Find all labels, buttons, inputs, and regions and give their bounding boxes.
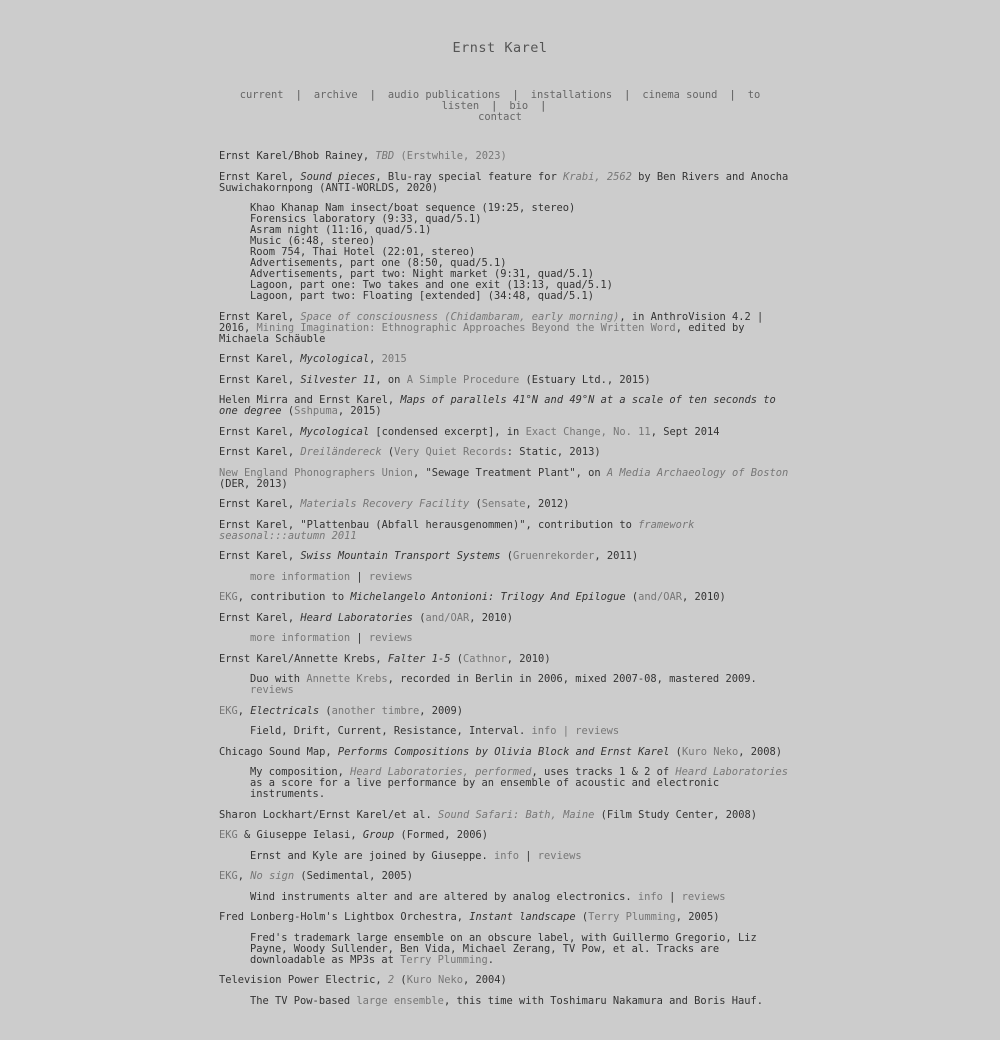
entry-text: Ernst Karel, <box>219 611 301 624</box>
entry-title: Falter 1-5 <box>387 652 451 665</box>
entry-text: (Film Study Center, 2008) <box>594 808 758 821</box>
entry-link[interactable]: and/OAR <box>425 611 470 624</box>
entry-text: The TV Pow-based <box>250 994 357 1007</box>
publication-entry <box>219 375 789 386</box>
entry-text: , on <box>375 373 407 386</box>
entry-details <box>250 996 789 1007</box>
reviews-link[interactable]: reviews <box>368 570 413 583</box>
entry-text: (Formed, 2006) <box>394 829 489 841</box>
entry-link[interactable]: Materials Recovery Facility <box>300 498 470 510</box>
entry-text: , 2004) <box>463 974 507 986</box>
more-information-link[interactable]: more information <box>250 570 351 583</box>
publication-entry <box>219 551 789 562</box>
entry-text: , 2010) <box>681 591 726 603</box>
entry-link[interactable]: Space of consciousness (Chidambaram, early morning) <box>300 310 620 323</box>
entry-text: ( <box>281 405 295 417</box>
publication-entry <box>219 468 789 490</box>
entry-text: Wind instruments alter and are altered by analog electronics. <box>250 890 638 903</box>
track-item: Khao Khanap Nam insect/boat sequence (19:25, stereo) <box>250 202 576 214</box>
publication-entry <box>219 747 789 758</box>
publication-entry <box>219 354 789 365</box>
entry-text: Sharon Lockhart/Ernst Karel/et al. <box>219 808 438 821</box>
entry-link[interactable]: 2 <box>387 974 395 986</box>
entry-link[interactable]: Heard Laboratories <box>675 766 789 778</box>
entry-text: ( <box>412 611 426 624</box>
entry-text: Ernst Karel, <box>219 373 301 386</box>
entry-details <box>250 674 789 696</box>
entry-text: , 2008) <box>738 745 783 758</box>
track-list <box>250 203 789 302</box>
entry-link[interactable]: 2015 <box>381 353 407 365</box>
entry-link[interactable]: No sign <box>250 870 295 882</box>
entry-text: Ernst Karel, <box>219 498 301 510</box>
publication-entry <box>219 706 789 717</box>
track-item: Asram night (11:16, quad/5.1) <box>250 224 432 236</box>
entry-text: , 2009) <box>419 704 464 717</box>
entry-details <box>250 572 789 583</box>
entry-text: Fred Lonberg-Holm's Lightbox Orchestra, <box>219 911 470 923</box>
reviews-link[interactable]: reviews <box>537 849 582 862</box>
entry-link[interactable]: EKG <box>219 591 238 603</box>
entry-link[interactable]: A Simple Procedure <box>406 373 520 386</box>
publication-entry <box>219 447 789 458</box>
entry-link[interactable]: Sound Safari: Bath, Maine <box>437 808 595 821</box>
info-link[interactable]: info <box>637 890 663 903</box>
track-item: Lagoon, part one: Two takes and one exit (13:13, quad/5.1) <box>250 279 613 291</box>
track-item: Advertisements, part one (8:50, quad/5.1) <box>250 257 507 269</box>
entry-title: Instant landscape <box>469 911 576 923</box>
track-item: Advertisements, part two: Night market (9:31, quad/5.1) <box>250 268 595 280</box>
entry-text: ( <box>625 591 639 603</box>
entry-link[interactable]: Cathnor <box>462 652 507 665</box>
entry-link[interactable]: Exact Change, No. 11 <box>525 425 651 438</box>
entry-text: My composition, <box>250 766 351 778</box>
nav-link-audio-publications[interactable]: audio publications <box>387 89 501 101</box>
info-reviews-link[interactable]: info | reviews <box>531 725 620 737</box>
entry-text: (DER, 2013) <box>219 477 288 490</box>
entry-link[interactable]: Annette Krebs <box>306 673 388 685</box>
publication-entry <box>219 912 789 923</box>
link-separator: | <box>662 890 682 903</box>
link-separator: | <box>350 570 369 583</box>
entry-title: Group <box>362 829 395 841</box>
entry-text: , "Sewage Treatment Plant", on <box>412 466 607 479</box>
info-link[interactable]: info <box>493 849 520 862</box>
entry-text: ( <box>469 498 482 510</box>
publication-entry <box>219 810 789 821</box>
entry-title: Silvester 11 <box>300 373 376 386</box>
entry-details <box>250 933 789 966</box>
entry-text: , 2012) <box>525 498 570 510</box>
nav-link-contact[interactable]: contact <box>478 111 522 123</box>
entry-text: , Sept 2014 <box>650 425 720 438</box>
publication-entry <box>219 871 789 882</box>
entry-link[interactable]: and/OAR <box>638 591 682 603</box>
entry-text: ( <box>669 745 682 758</box>
entry-link[interactable]: framework seasonal:::autumn 2011 <box>219 518 695 542</box>
entry-text: Television Power Electric, <box>219 974 388 986</box>
entry-link[interactable]: A Media Archaeology of Boston <box>606 466 789 479</box>
entry-title: Mycological <box>300 353 370 365</box>
entry-text: , edited by Michaela Schäuble <box>219 321 745 345</box>
entry-text: : Static, 2013) <box>506 446 601 458</box>
entry-text: Ernst Karel, <box>219 170 301 183</box>
entry-text: , <box>369 353 382 365</box>
entry-link[interactable]: Heard Laboratories, performed <box>350 766 532 778</box>
nav-link-cinema-sound[interactable]: cinema sound <box>642 89 718 101</box>
entry-title: Sound pieces <box>300 170 376 183</box>
entry-text: ( <box>575 911 589 923</box>
entry-text: ( <box>450 652 463 665</box>
entry-link[interactable]: another timbre <box>331 704 420 717</box>
link-separator: | <box>350 632 369 644</box>
nav-separator: | <box>295 89 302 101</box>
link-separator: | <box>519 849 538 862</box>
entry-link[interactable]: TBD <box>375 150 395 162</box>
track-item: Room 754, Thai Hotel (22:01, stereo) <box>250 246 476 258</box>
entry-link[interactable]: EKG <box>219 829 238 841</box>
entry-link[interactable]: EKG <box>219 870 238 882</box>
entry-text: (Estuary Ltd., 2015) <box>519 373 651 386</box>
entry-title: Michelangelo Antonioni: Trilogy And Epilogue <box>350 591 626 603</box>
entry-link[interactable]: Kuro Neko <box>681 745 739 758</box>
reviews-link[interactable]: reviews <box>250 684 294 696</box>
entry-link[interactable]: Gruenrekorder <box>513 550 595 562</box>
entry-title: Heard Laboratories <box>300 611 413 624</box>
entry-text: ( <box>319 704 332 717</box>
track-item: Lagoon, part two: Floating [extended] (34:48, quad/5.1) <box>250 290 595 302</box>
entry-link[interactable]: Terry Plumming <box>588 911 676 923</box>
entry-text: [condensed excerpt], in <box>369 425 526 438</box>
entry-link[interactable]: Krabi, 2562 <box>563 170 632 183</box>
publication-entry <box>219 654 789 665</box>
entry-text: Helen Mirra and Ernst Karel, <box>219 394 401 406</box>
entry-text: , contribution to <box>237 591 351 603</box>
more-information-link[interactable]: more information <box>250 632 351 644</box>
publication-entry <box>219 592 789 603</box>
nav-link-to-listen[interactable]: to listen <box>441 89 761 112</box>
publication-entry <box>219 172 789 194</box>
entry-text: , Blu-ray special feature for <box>375 170 564 183</box>
publications-list <box>219 151 789 1016</box>
entry-text: by Ben Rivers and Anocha Suwichakornpong (ANTI-WORLDS, 2020) <box>219 170 789 194</box>
entry-details <box>250 633 789 644</box>
entry-link[interactable]: Terry Plumming <box>400 953 488 966</box>
entry-title: Electricals <box>250 704 320 717</box>
entry-text: ( <box>394 974 407 986</box>
track-item: Music (6:48, stereo) <box>250 235 376 247</box>
entry-text: Duo with <box>250 673 307 685</box>
entry-title: Mycological <box>300 425 370 438</box>
publication-entry <box>219 427 789 438</box>
entry-text: , 2005) <box>675 911 720 923</box>
entry-details <box>250 767 789 800</box>
nav-separator: | <box>369 89 376 101</box>
nav-link-current[interactable]: current <box>239 89 284 101</box>
entry-text: Ernst Karel, <box>219 550 301 562</box>
main-nav <box>180 90 820 123</box>
entry-text: , 2015) <box>337 405 382 417</box>
entry-text: , recorded in Berlin in 2006, mixed 2007-08, mastered 2009. <box>387 673 757 685</box>
entry-text: & Giuseppe Ielasi, <box>237 829 363 841</box>
entry-text: as a score for a live performance by an ensemble of acoustic and electronic instruments. <box>250 777 720 800</box>
entry-text: , <box>237 704 251 717</box>
entry-text: , 2010) <box>469 611 514 624</box>
nav-separator: | <box>540 100 547 112</box>
entry-title: Swiss Mountain Transport Systems <box>300 550 501 562</box>
entry-text: , <box>237 870 251 882</box>
publication-entry <box>219 151 789 162</box>
entry-text: , this time with Toshimaru Nakamura and Boris Hauf. <box>443 994 763 1007</box>
entry-text: Ernst and Kyle are joined by Giuseppe. <box>250 849 494 862</box>
reviews-link[interactable]: reviews <box>368 632 413 644</box>
entry-text: (Sedimental, 2005) <box>294 870 413 882</box>
entry-link[interactable]: Very Quiet Records <box>394 446 507 458</box>
entry-text: ( <box>500 550 514 562</box>
nav-link-installations[interactable]: installations <box>530 89 613 101</box>
entry-text: , 2011) <box>594 550 639 562</box>
nav-separator: | <box>491 100 498 112</box>
entry-details <box>250 851 789 862</box>
entry-link[interactable]: Mining Imagination: Ethnographic Approaches Beyond the Written Word <box>256 321 676 334</box>
entry-text: Ernst Karel/Annette Krebs, <box>219 652 388 665</box>
publication-entry <box>219 312 789 345</box>
entry-text: , in AnthroVision 4.2 | 2016, <box>219 310 764 334</box>
entry-link[interactable]: New England Phonographers Union <box>219 466 413 479</box>
entry-link[interactable]: EKG <box>219 704 238 717</box>
entry-text: Ernst Karel, <box>219 446 301 458</box>
entry-title: Performs Compositions by Olivia Block and Ernst Karel <box>337 745 670 758</box>
entry-details <box>250 892 789 903</box>
publication-entry <box>219 613 789 624</box>
track-item: Forensics laboratory (9:33, quad/5.1) <box>250 213 482 225</box>
nav-link-archive[interactable]: archive <box>313 89 358 101</box>
entry-link[interactable]: Sensate <box>481 498 526 510</box>
publication-entry <box>219 520 789 542</box>
publication-entry <box>219 975 789 986</box>
site-title: Ernst Karel <box>452 40 548 56</box>
entry-link[interactable]: Dreiländereck <box>300 446 382 458</box>
entry-text: ( <box>381 446 395 458</box>
entry-link[interactable]: large ensemble <box>356 994 444 1007</box>
entry-text: . <box>487 953 494 966</box>
entry-link[interactable]: Kuro Neko <box>406 974 463 986</box>
nav-separator: | <box>624 89 631 101</box>
entry-text: Field, Drift, Current, Resistance, Interval. <box>250 725 532 737</box>
entry-text: Ernst Karel, <box>219 353 301 365</box>
nav-separator: | <box>512 89 519 101</box>
entry-text: Fred's trademark large ensemble on an obscure label, with Guillermo Gregorio, Liz Payne, Woody Sullender, Ben Vida, Michael Zerang, TV Pow, et al. Tracks are downloadable as MP3s at <box>250 931 757 966</box>
entry-title: Maps of parallels 41°N and 49°N at a scale of ten seconds to one degree <box>219 394 776 417</box>
entry-text: (Erstwhile, 2023) <box>394 150 507 162</box>
nav-link-bio[interactable]: bio <box>509 100 529 112</box>
entry-text: Ernst Karel/Bhob Rainey, <box>219 150 376 162</box>
entry-text: Ernst Karel, <box>219 425 301 438</box>
entry-text: Ernst Karel, <box>219 310 301 323</box>
publication-entry <box>219 499 789 510</box>
entry-text: , 2010) <box>506 652 551 665</box>
entry-text: , uses tracks 1 & 2 of <box>531 766 676 778</box>
nav-separator: | <box>729 89 736 101</box>
entry-text: Ernst Karel, "Plattenbau (Abfall herausgenommen)", contribution to <box>219 518 639 531</box>
entry-text: Chicago Sound Map, <box>219 745 338 758</box>
reviews-link[interactable]: reviews <box>681 890 726 903</box>
publication-entry <box>219 830 789 841</box>
entry-link[interactable]: Sshpuma <box>294 405 338 417</box>
publication-entry <box>219 395 789 417</box>
entry-details <box>250 726 789 737</box>
